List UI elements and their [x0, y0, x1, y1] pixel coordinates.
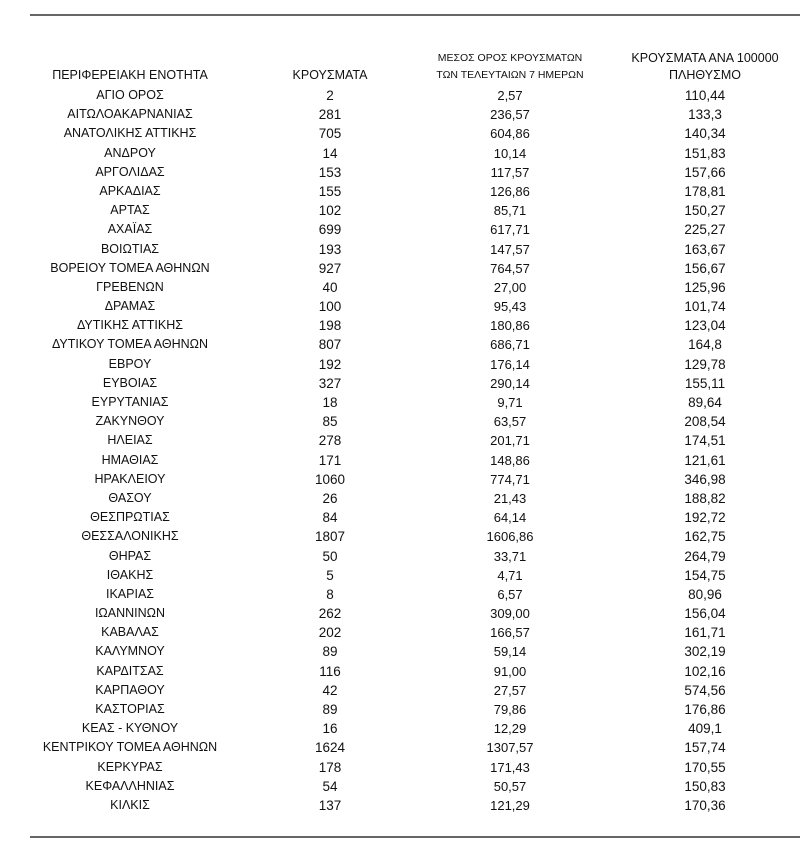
seven-day-average-cell: 6,57 — [497, 586, 523, 602]
region-cell: ΕΥΒΟΙΑΣ — [102, 375, 158, 390]
cases-cell: 202 — [318, 625, 342, 641]
cases-cell: 327 — [318, 375, 342, 391]
cases-per-100k-cell: 161,71 — [684, 625, 726, 641]
cases-per-100k-cell: 156,67 — [684, 260, 726, 276]
cases-cell: 8 — [326, 586, 334, 602]
region-cell: ΚΕΝΤΡΙΚΟΥ ΤΟΜΕΑ ΑΘΗΝΩΝ — [42, 740, 218, 755]
cases-per-100k-cell: 188,82 — [684, 490, 726, 506]
seven-day-average-cell: 201,71 — [490, 433, 530, 449]
seven-day-average-cell: 59,14 — [493, 644, 527, 660]
region-cell: ΙΚΑΡΙΑΣ — [105, 586, 155, 601]
cases-cell: 16 — [322, 721, 338, 737]
cases-per-100k-cell: 140,34 — [684, 126, 726, 142]
cases-per-100k-cell: 170,36 — [684, 797, 726, 813]
cases-cell: 100 — [318, 299, 342, 315]
cases-cell: 89 — [322, 702, 338, 717]
region-cell: ΔΡΑΜΑΣ — [104, 299, 156, 314]
table-row — [0, 566, 800, 585]
seven-day-average-cell: 121,29 — [490, 797, 530, 813]
seven-day-average-cell: 64,14 — [493, 510, 527, 526]
seven-day-average-cell: 95,43 — [493, 299, 527, 315]
cases-per-100k-cell: 150,27 — [684, 203, 726, 219]
cases-per-100k-cell: 133,3 — [688, 107, 722, 123]
seven-day-average-cell: 166,57 — [490, 625, 530, 641]
seven-day-average-cell: 236,57 — [490, 107, 530, 123]
table-row — [0, 335, 800, 354]
table-row — [0, 527, 800, 546]
table-row — [0, 124, 800, 143]
region-cell: ΕΒΡΟΥ — [108, 356, 152, 371]
cases-cell: 198 — [318, 318, 342, 334]
cases-cell: 1060 — [314, 471, 346, 487]
cases-cell: 40 — [322, 279, 338, 295]
seven-day-average-cell: 27,00 — [493, 279, 527, 295]
region-cell: ΗΡΑΚΛΕΙΟΥ — [94, 471, 166, 486]
seven-day-average-cell: 147,57 — [490, 241, 530, 257]
seven-day-average-cell: 148,86 — [490, 452, 530, 468]
seven-day-average-cell: 309,00 — [490, 606, 530, 622]
cases-cell: 155 — [318, 183, 342, 199]
cases-cell: 116 — [319, 663, 341, 679]
seven-day-average-cell: 85,71 — [493, 203, 527, 219]
cases-cell: 85 — [322, 414, 338, 430]
seven-day-average-cell: 1307,57 — [486, 740, 534, 756]
seven-day-average-cell: 604,86 — [490, 126, 530, 142]
top-rule — [30, 14, 800, 16]
seven-day-average-cell: 91,00 — [493, 663, 527, 679]
cases-per-100k-cell: 346,98 — [684, 471, 726, 487]
region-cell: ΙΘΑΚΗΣ — [106, 567, 154, 582]
region-cell: ΔΥΤΙΚΗΣ ΑΤΤΙΚΗΣ — [77, 318, 183, 333]
seven-day-average-cell: 117,57 — [490, 164, 530, 180]
table-row — [0, 412, 800, 431]
region-cell: ΕΥΡΥΤΑΝΙΑΣ — [91, 395, 169, 409]
table-row — [0, 738, 800, 757]
cases-per-100k-cell: 409,1 — [688, 721, 722, 737]
region-cell: ΗΛΕΙΑΣ — [107, 433, 153, 448]
seven-day-average-cell: 290,14 — [490, 375, 530, 391]
table-row — [0, 681, 800, 700]
cases-per-100k-cell: 80,96 — [688, 586, 722, 602]
table-row — [0, 758, 800, 777]
table-row — [0, 144, 800, 163]
cases-per-100k-cell: 123,04 — [684, 318, 726, 334]
table-row — [0, 604, 800, 623]
region-cell: ΚΑΒΑΛΑΣ — [101, 625, 159, 640]
table-row — [0, 451, 800, 470]
header-cases-per-100k: ΚΡΟΥΣΜΑΤΑ ΑΝΑ 100000 ΠΛΗΘΥΣΜΟ — [631, 51, 779, 82]
region-cell: ΙΩΑΝΝΙΝΩΝ — [94, 606, 166, 621]
cases-cell: 699 — [318, 222, 342, 238]
cases-cell: 807 — [318, 337, 342, 353]
cases-cell: 54 — [322, 778, 338, 794]
region-cell: ΚΕΑΣ - ΚΥΘΝΟΥ — [81, 721, 179, 736]
region-cell: ΚΕΡΚΥΡΑΣ — [97, 759, 163, 774]
table-row — [0, 642, 800, 661]
cases-cell: 84 — [322, 510, 338, 526]
cases-per-100k-cell: 156,04 — [684, 606, 726, 622]
cases-per-100k-cell: 225,27 — [684, 222, 726, 238]
table-row — [0, 105, 800, 124]
region-cell: ΚΑΛΥΜΝΟΥ — [95, 644, 165, 659]
table-row — [0, 86, 800, 105]
cases-per-100k-cell: 110,44 — [684, 88, 726, 103]
region-cell: ΓΡΕΒΕΝΩΝ — [96, 279, 164, 294]
cases-cell: 89 — [322, 644, 338, 660]
cases-per-100k-cell: 164,8 — [688, 337, 722, 353]
table-row — [0, 777, 800, 796]
cases-per-100k-cell: 154,75 — [684, 567, 726, 583]
cases-per-100k-cell: 151,83 — [684, 145, 726, 161]
cases-per-100k-cell: 174,51 — [684, 433, 726, 449]
region-cell: ΑΓΙΟ ΟΡΟΣ — [96, 88, 164, 102]
seven-day-average-cell: 12,29 — [493, 721, 527, 737]
bottom-rule — [30, 836, 800, 838]
region-cell: ΚΕΦΑΛΛΗΝΙΑΣ — [85, 778, 175, 793]
cases-per-100k-cell: 150,83 — [684, 778, 726, 794]
cases-cell: 278 — [318, 433, 342, 449]
cases-cell: 50 — [322, 548, 338, 564]
seven-day-average-cell: 33,71 — [493, 548, 527, 564]
region-cell: ΒΟΡΕΙΟΥ ΤΟΜΕΑ ΑΘΗΝΩΝ — [50, 260, 210, 275]
cases-per-100k-cell: 176,86 — [684, 702, 726, 717]
cases-cell: 705 — [318, 126, 342, 142]
table-row — [0, 240, 800, 259]
cases-cell: 927 — [318, 260, 342, 276]
table-row — [0, 259, 800, 278]
seven-day-average-cell: 764,57 — [490, 260, 530, 276]
table-row — [0, 508, 800, 527]
seven-day-average-cell: 686,71 — [490, 337, 530, 353]
seven-day-average-cell: 126,86 — [490, 183, 530, 199]
cases-cell: 26 — [322, 490, 338, 506]
table-row — [0, 393, 800, 412]
table-row — [0, 719, 800, 738]
table-row — [0, 220, 800, 239]
cases-cell: 192 — [318, 356, 342, 372]
region-cell: ΘΑΣΟΥ — [108, 490, 152, 505]
seven-day-average-cell: 774,71 — [490, 471, 530, 487]
seven-day-average-cell: 176,14 — [490, 356, 530, 372]
table-row — [0, 700, 800, 719]
seven-day-average-cell: 171,43 — [490, 759, 530, 775]
table-header — [0, 44, 800, 86]
cases-per-100k-cell: 170,55 — [684, 759, 726, 775]
region-cell: ΑΝΔΡΟΥ — [104, 145, 156, 160]
table-row — [0, 163, 800, 182]
cases-per-100k-cell: 89,64 — [688, 395, 722, 410]
cases-per-100k-cell: 125,96 — [684, 279, 726, 295]
table-row — [0, 374, 800, 393]
table-row — [0, 796, 800, 815]
region-cell: ΖΑΚΥΝΘΟΥ — [95, 414, 165, 429]
cases-cell: 42 — [322, 682, 338, 698]
region-cell: ΑΡΤΑΣ — [110, 203, 150, 218]
cases-per-100k-cell: 192,72 — [684, 510, 726, 526]
cases-per-100k-cell: 208,54 — [684, 414, 726, 430]
cases-per-100k-cell: 121,61 — [684, 452, 726, 468]
header-cases: ΚΡΟΥΣΜΑΤΑ — [292, 68, 368, 82]
table-row — [0, 470, 800, 489]
header-region: ΠΕΡΙΦΕΡΕΙΑΚΗ ΕΝΟΤΗΤΑ — [52, 68, 208, 82]
table-row — [0, 623, 800, 642]
cases-cell: 18 — [322, 395, 338, 410]
cases-cell: 137 — [318, 797, 342, 813]
cases-cell: 5 — [326, 567, 334, 583]
seven-day-average-cell: 180,86 — [490, 318, 530, 334]
table-row — [0, 489, 800, 508]
table-row — [0, 585, 800, 604]
seven-day-average-cell: 21,43 — [493, 490, 527, 506]
cases-cell: 14 — [322, 145, 338, 161]
table-body — [0, 86, 800, 815]
region-cell: ΚΙΛΚΙΣ — [110, 797, 150, 812]
region-cell: ΑΡΚΑΔΙΑΣ — [99, 183, 161, 198]
cases-per-100k-cell: 155,11 — [684, 375, 726, 391]
seven-day-average-cell: 10,14 — [493, 145, 527, 161]
cases-cell: 153 — [318, 164, 342, 180]
cases-per-100k-cell: 157,66 — [684, 164, 726, 180]
seven-day-average-cell: 617,71 — [490, 222, 530, 238]
region-cell: ΑΧΑΪΑΣ — [107, 222, 153, 237]
cases-cell: 262 — [318, 606, 342, 622]
region-cell: ΑΡΓΟΛΙΔΑΣ — [95, 164, 165, 179]
cases-cell: 178 — [318, 759, 342, 775]
cases-per-100k-cell: 264,79 — [684, 548, 726, 564]
table-row — [0, 278, 800, 297]
table-row — [0, 431, 800, 450]
cases-per-100k-cell: 157,74 — [684, 740, 726, 756]
table-row — [0, 297, 800, 316]
seven-day-average-cell: 1606,86 — [486, 529, 534, 545]
seven-day-average-cell: 27,57 — [493, 682, 527, 698]
seven-day-average-cell: 79,86 — [493, 702, 527, 717]
seven-day-average-cell: 4,71 — [497, 567, 523, 583]
cases-per-100k-cell: 162,75 — [684, 529, 726, 545]
cases-per-100k-cell: 102,16 — [684, 663, 726, 679]
region-cell: ΚΑΣΤΟΡΙΑΣ — [95, 702, 165, 716]
cases-cell: 1807 — [314, 529, 346, 545]
cases-cell: 1624 — [314, 740, 346, 756]
region-cell: ΔΥΤΙΚΟΥ ΤΟΜΕΑ ΑΘΗΝΩΝ — [51, 337, 209, 352]
cases-per-100k-cell: 101,74 — [684, 299, 726, 315]
cases-cell: 193 — [318, 241, 342, 257]
cases-per-100k-cell: 302,19 — [684, 644, 726, 660]
cases-per-100k-cell: 178,81 — [684, 183, 726, 199]
table-row — [0, 662, 800, 681]
region-cell: ΑΙΤΩΛΟΑΚΑΡΝΑΝΙΑΣ — [67, 107, 193, 122]
cases-cell: 171 — [318, 452, 342, 468]
seven-day-average-cell: 9,71 — [497, 395, 523, 410]
cases-per-100k-cell: 129,78 — [684, 356, 726, 372]
region-cell: ΑΝΑΤΟΛΙΚΗΣ ΑΤΤΙΚΗΣ — [63, 126, 197, 141]
table-row — [0, 316, 800, 335]
region-cell: ΘΕΣΠΡΩΤΙΑΣ — [90, 510, 170, 525]
region-cell: ΘΕΣΣΑΛΟΝΙΚΗΣ — [81, 529, 179, 544]
region-cell: ΚΑΡΔΙΤΣΑΣ — [96, 663, 164, 678]
cases-cell: 2 — [326, 88, 334, 103]
cases-cell: 102 — [318, 203, 342, 219]
table-row — [0, 547, 800, 566]
cases-cell: 281 — [318, 107, 342, 123]
region-cell: ΗΜΑΘΙΑΣ — [101, 452, 159, 467]
region-cell: ΘΗΡΑΣ — [108, 548, 152, 563]
cases-per-100k-cell: 163,67 — [684, 241, 726, 257]
region-cell: ΒΟΙΩΤΙΑΣ — [100, 241, 160, 256]
table-row — [0, 201, 800, 220]
header-7day-average: ΜΕΣΟΣ ΟΡΟΣ ΚΡΟΥΣΜΑΤΩΝ ΤΩΝ ΤΕΛΕΥΤΑΙΩΝ 7 ΗΜΕΡΩΝ — [436, 52, 584, 81]
table-row — [0, 355, 800, 374]
seven-day-average-cell: 63,57 — [493, 414, 527, 430]
table-row — [0, 182, 800, 201]
cases-per-100k-cell: 574,56 — [684, 682, 726, 698]
seven-day-average-cell: 50,57 — [493, 778, 527, 794]
region-cell: ΚΑΡΠΑΘΟΥ — [95, 682, 165, 697]
seven-day-average-cell: 2,57 — [497, 88, 523, 103]
